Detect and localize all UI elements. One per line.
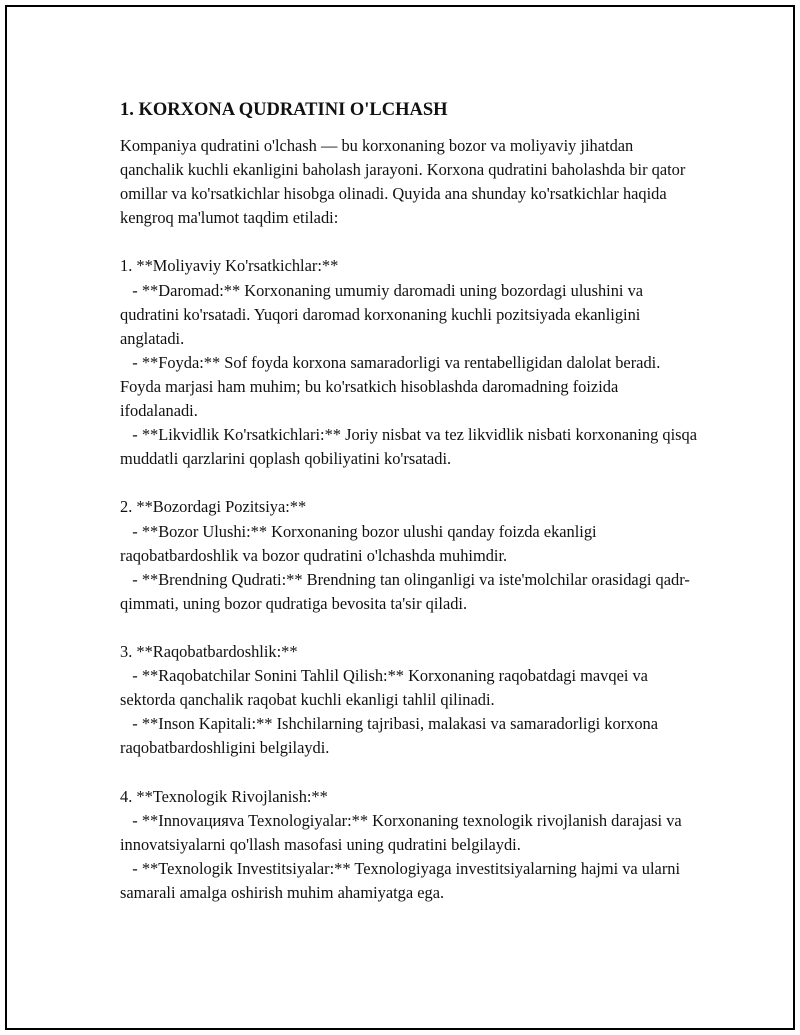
document-content	[120, 95, 700, 905]
document-body: Kompaniya qudratini o'lchash — bu korxonaning bozor va moliyaviy jihatdan qanchalik kuchli ekanligini baholash jarayoni. Korxona qudratini baholashda bir qator omillar va ko'rsatkichlar hisobga olinadi. Quyida ana shunday ko'rsatkichlar haqida kengroq ma'lumot taqdim etiladi: 1. **Moliyaviy Ko'rsatkichlar:** - **Daromad:** Korxonaning umumiy daromadi uning bozordagi ulushini va qudratini ko'rsatadi. Yuqori daromad korxonaning kuchli pozitsiyada ekanligini anglatadi. - **Foyda:** Sof foyda korxona samaradorligi va rentabelligidan dalolat beradi. Foyda marjasi ham muhim; bu ko'rsatkich hisoblashda daromadning foizida ifodalanadi. - **Likvidlik Ko'rsatkichlari:** Joriy nisbat va tez likvidlik nisbati korxonaning qisqa muddatli qarzlarini qoplash qobiliyatini ko'rsatadi. 2. **Bozordagi Pozitsiya:** - **Bozor Ulushi:** Korxonaning bozor ulushi qanday foizda ekanligi raqobatbardoshlik va bozor qudratini o'lchashda muhimdir. - **Brendning Qudrati:** Brendning tan olinganligi va iste'molchilar orasidagi qadr-qimmati, uning bozor qudratiga bevosita ta'sir qiladi. 3. **Raqobatbardoshlik:** - **Raqobatchilar Sonini Tahlil Qilish:** Korxonaning raqobatdagi mavqei va sektorda qanchalik raqobat kuchli ekanligi tahlil qilinadi. - **Inson Kapitali:** Ishchilarning tajribasi, malakasi va samaradorligi korxona raqobatbardoshligini belgilaydi. 4. **Texnologik Rivojlanish:** - **Innovaцияva Texnologiyalar:** Korxonaning texnologik rivojlanish darajasi va innovatsiyalarni qo'llash masofasi uning qudratini belgilaydi. - **Texnologik Investitsiyalar:** Texnologiyaga investitsiyalarning hajmi va ularni samarali amalga oshirish muhim ahamiyatga ega.	[120, 136, 697, 902]
document-title: 1. KORXONA QUDRATINI O'LCHASH	[120, 100, 448, 120]
document-page	[5, 5, 795, 1030]
